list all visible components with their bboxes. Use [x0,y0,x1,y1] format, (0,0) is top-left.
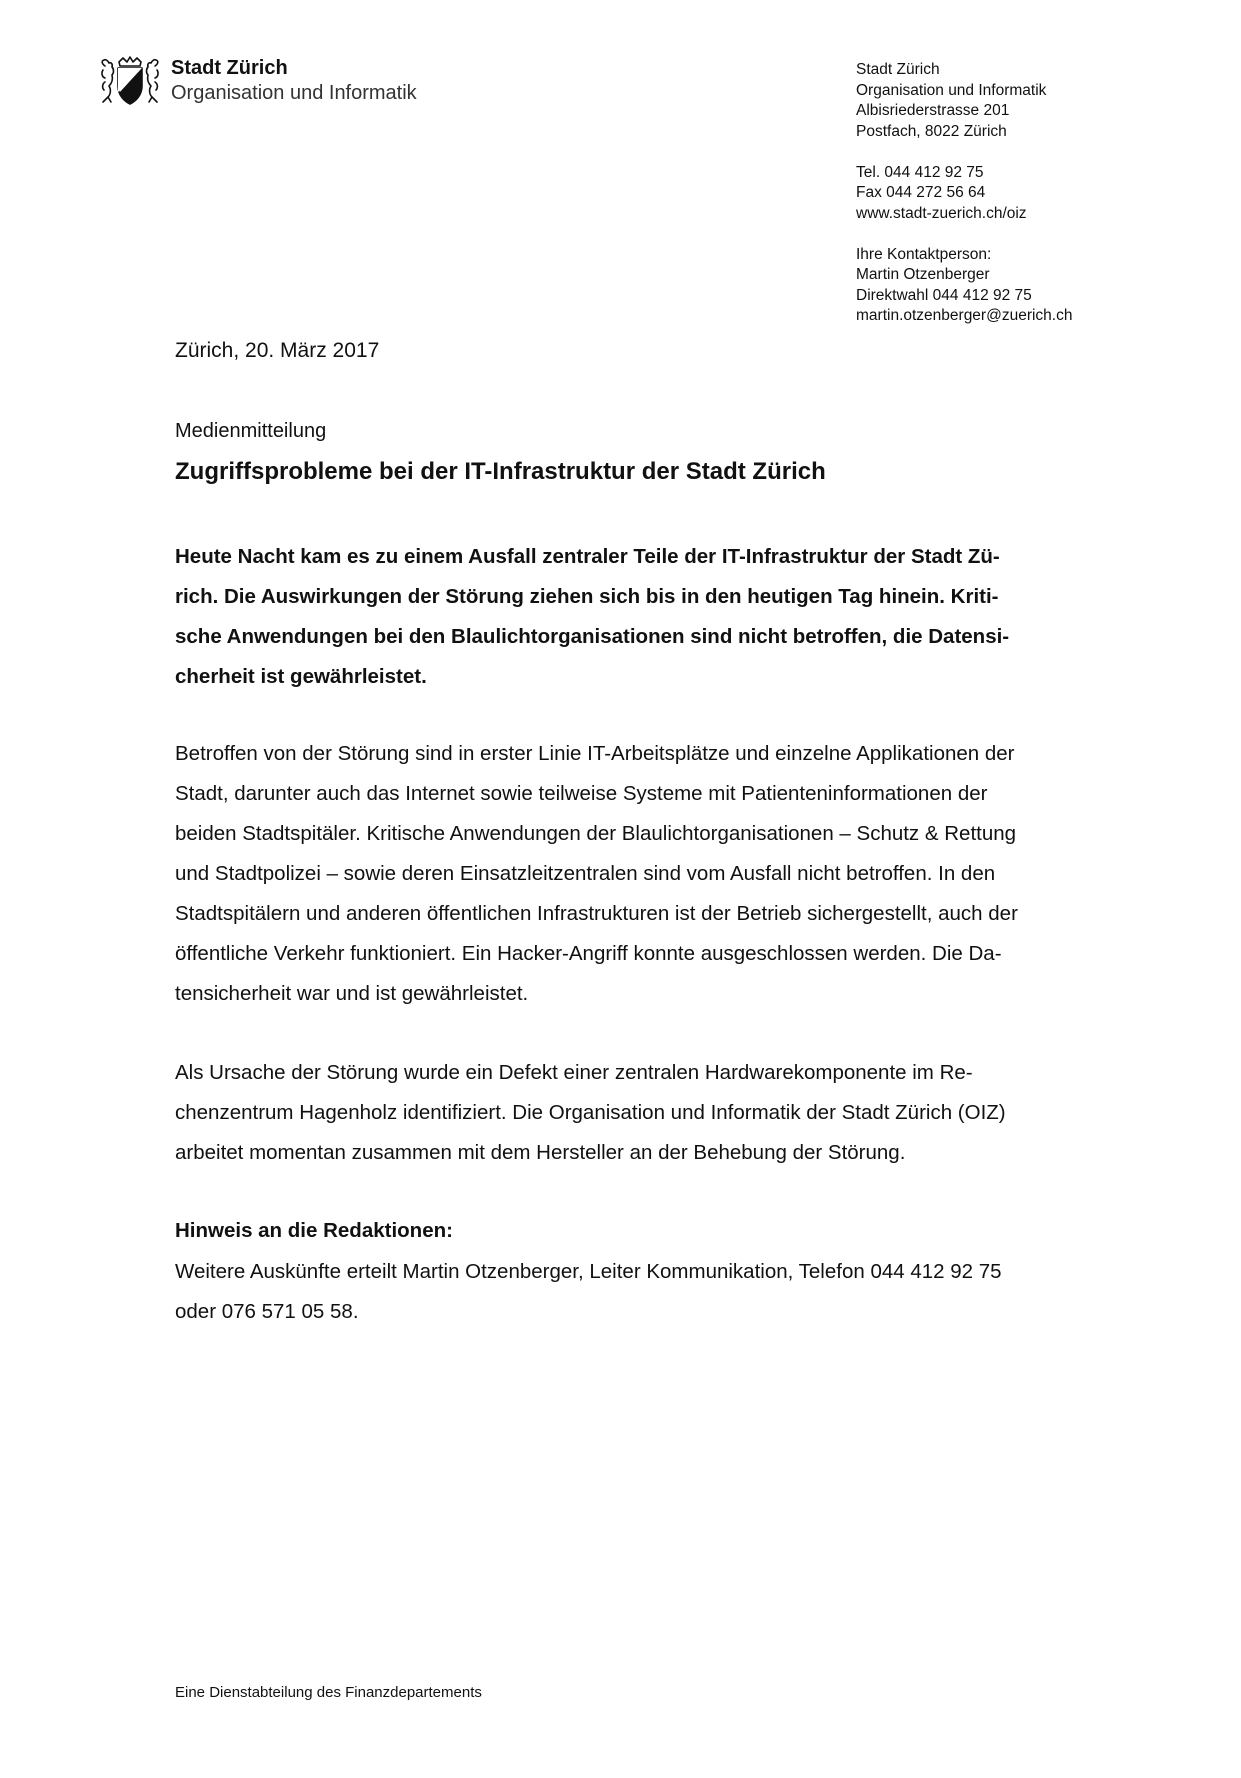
org-name: Stadt Zürich [171,57,288,79]
note-line: oder 076 571 05 58. [175,1300,359,1323]
body-paragraph-1 [175,734,1107,1014]
document-date: Zürich, 20. März 2017 [175,339,380,362]
body-line: Stadtspitälern und anderen öffentlichen Infrastrukturen ist der Betrieb sichergestellt, auch der [175,902,1018,925]
body-line: Stadt, darunter auch das Internet sowie teilweise Systeme mit Patienteninformationen der [175,782,988,805]
lead-line: cherheit ist gewährleistet. [175,665,427,688]
body-line: Als Ursache der Störung wurde ein Defekt einer zentralen Hardwarekomponente im Re- [175,1061,973,1084]
contact-name: Martin Otzenberger [856,266,990,283]
body-line: chenzentrum Hagenholz identifiziert. Die Organisation und Informatik der Stadt Zürich (OIZ) [175,1101,1006,1124]
fax-line: Fax 044 272 56 64 [856,184,986,201]
contact-direct-phone: Direktwahl 044 412 92 75 [856,286,1032,304]
editorial-note [175,1252,1002,1332]
body-line: Betroffen von der Störung sind in erster Linie IT-Arbeitsplätze und einzelne Applikationen der [175,742,1015,765]
zurich-coat-of-arms-icon [99,56,161,106]
page-footer: Eine Dienstabteilung des Finanzdepartements [175,1684,482,1701]
contact-label: Ihre Kontaktperson: [856,245,992,263]
body-line: arbeitet momentan zusammen mit dem Hersteller an der Behebung der Störung. [175,1141,906,1164]
phone-line: Tel. 044 412 92 75 [856,163,984,181]
body-paragraph-2 [175,1053,1107,1173]
document-type-label: Medienmitteilung [175,420,327,442]
sender-address-block [856,60,1072,327]
body-line: beiden Stadtspitäler. Kritische Anwendungen der Blaulichtorganisationen – Schutz & Rettung [175,822,1017,845]
body-line: tensicherheit war und ist gewährleistet. [175,982,529,1005]
document-title: Zugriffsprobleme bei der IT-Infrastruktur der Stadt Zürich [175,458,826,485]
website-link[interactable]: www.stadt-zuerich.ch/oiz [856,204,1027,222]
org-department: Organisation und Informatik [171,82,417,104]
body-line: öffentliche Verkehr funktioniert. Ein Hacker-Angriff konnte ausgeschlossen werden. Die Da- [175,942,1002,965]
address-line: Albisriederstrasse 201 [856,102,1010,119]
editorial-note-heading: Hinweis an die Redaktionen: [175,1219,453,1242]
lead-line: sche Anwendungen bei den Blaulichtorganisationen sind nicht betroffen, die Datensi- [175,625,1010,648]
lead-line: rich. Die Auswirkungen der Störung ziehen sich bis in den heutigen Tag hinein. Kriti- [175,585,999,608]
address-line: Stadt Zürich [856,61,940,78]
note-line: Weitere Auskünfte erteilt Martin Otzenberger, Leiter Kommunikation, Telefon 044 412 92 75 [175,1260,1002,1283]
address-line: Postfach, 8022 Zürich [856,122,1007,140]
contact-email-link[interactable]: martin.otzenberger@zuerich.ch [856,307,1073,324]
lead-paragraph [175,537,1107,697]
lead-line: Heute Nacht kam es zu einem Ausfall zentraler Teile der IT-Infrastruktur der Stadt Zü- [175,545,1000,568]
address-line: Organisation und Informatik [856,81,1047,99]
body-line: und Stadtpolizei – sowie deren Einsatzleitzentralen sind vom Ausfall nicht betroffen. In den [175,862,996,885]
